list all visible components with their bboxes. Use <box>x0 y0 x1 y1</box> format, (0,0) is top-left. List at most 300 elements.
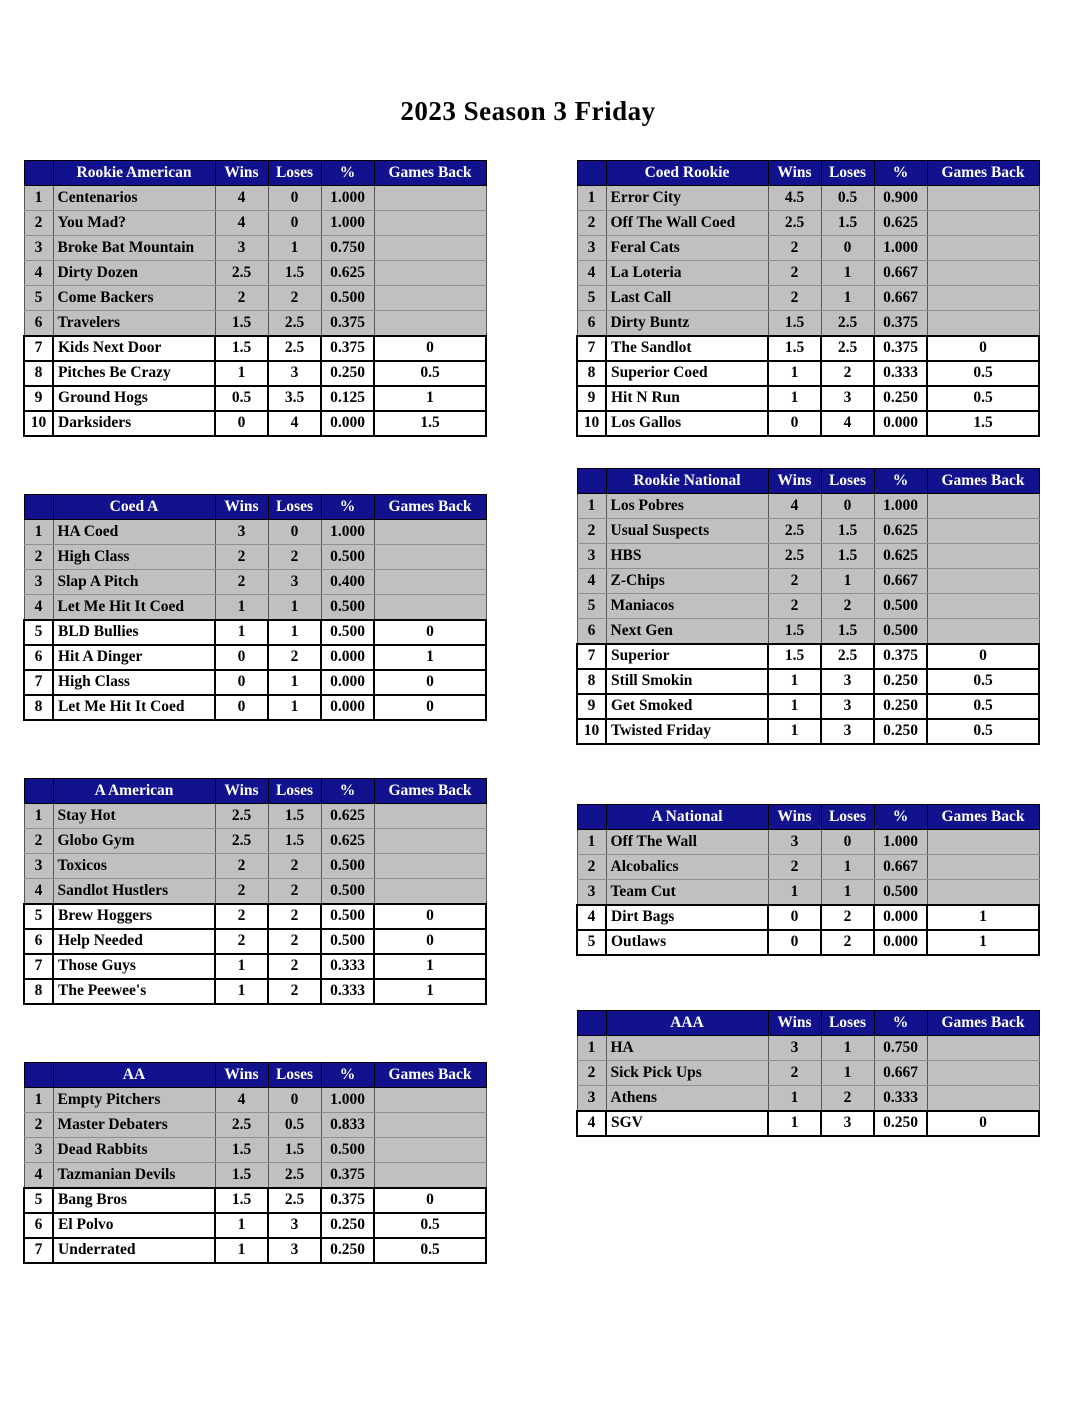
col-header-loses: Loses <box>821 161 874 186</box>
table-region-aaa <box>576 1010 1038 1137</box>
rank-cell: 1 <box>577 830 606 855</box>
loses-cell: 2 <box>268 904 321 929</box>
standings-table-a-national <box>576 804 1040 956</box>
wins-cell: 2 <box>768 569 821 594</box>
rank-cell: 7 <box>577 336 606 361</box>
rank-cell: 7 <box>24 336 53 361</box>
division-title: Rookie National <box>606 469 768 494</box>
loses-cell: 2 <box>268 929 321 954</box>
pct-cell: 0.250 <box>874 669 927 694</box>
pct-cell: 0.333 <box>874 361 927 386</box>
loses-cell: 2 <box>268 545 321 570</box>
rank-cell: 6 <box>24 311 53 336</box>
games-back-cell <box>927 619 1039 644</box>
loses-cell: 2.5 <box>821 644 874 669</box>
corner-cell <box>577 1011 606 1036</box>
rank-cell: 3 <box>577 880 606 905</box>
pct-cell: 0.000 <box>874 905 927 930</box>
team-cell: High Class <box>53 670 215 695</box>
team-cell: Error City <box>606 186 768 211</box>
table-region-rookie-national <box>576 468 1038 745</box>
standings-table-coed-a <box>23 494 487 721</box>
pct-cell: 0.333 <box>321 954 374 979</box>
wins-cell: 1 <box>215 361 268 386</box>
rank-cell: 6 <box>24 929 53 954</box>
wins-cell: 2 <box>215 854 268 879</box>
loses-cell: 2 <box>268 979 321 1004</box>
team-cell: Team Cut <box>606 880 768 905</box>
pct-cell: 0.375 <box>874 336 927 361</box>
wins-cell: 0 <box>768 411 821 436</box>
team-cell: Bang Bros <box>53 1188 215 1213</box>
loses-cell: 2.5 <box>821 311 874 336</box>
loses-cell: 3 <box>268 1238 321 1263</box>
rank-cell: 5 <box>24 620 53 645</box>
wins-cell: 1 <box>768 880 821 905</box>
loses-cell: 2 <box>821 594 874 619</box>
rank-cell: 5 <box>24 904 53 929</box>
games-back-cell <box>927 261 1039 286</box>
wins-cell: 0 <box>768 930 821 955</box>
team-row <box>24 545 486 570</box>
wins-cell: 2.5 <box>768 544 821 569</box>
wins-cell: 2 <box>768 236 821 261</box>
division-title: A American <box>53 779 215 804</box>
games-back-cell: 0 <box>927 336 1039 361</box>
team-cell: Tazmanian Devils <box>53 1163 215 1188</box>
col-header-games-back: Games Back <box>374 779 486 804</box>
division-title: A National <box>606 805 768 830</box>
pct-cell: 0.667 <box>874 569 927 594</box>
rank-cell: 2 <box>24 1113 53 1138</box>
pct-cell: 0.667 <box>874 261 927 286</box>
loses-cell: 2.5 <box>268 1163 321 1188</box>
team-row <box>24 570 486 595</box>
pct-cell: 0.000 <box>321 411 374 436</box>
games-back-cell <box>374 520 486 545</box>
rank-cell: 7 <box>24 1238 53 1263</box>
team-cell: Dirty Buntz <box>606 311 768 336</box>
wins-cell: 4 <box>215 1088 268 1113</box>
team-cell: Master Debaters <box>53 1113 215 1138</box>
team-row <box>577 644 1039 669</box>
rank-cell: 4 <box>577 1111 606 1136</box>
games-back-cell: 0 <box>927 1111 1039 1136</box>
team-row <box>24 236 486 261</box>
loses-cell: 2 <box>268 879 321 904</box>
wins-cell: 1 <box>768 1086 821 1111</box>
team-cell: Off The Wall Coed <box>606 211 768 236</box>
wins-cell: 4 <box>768 494 821 519</box>
pct-cell: 0.750 <box>874 1036 927 1061</box>
wins-cell: 1 <box>215 979 268 1004</box>
team-cell: Maniacos <box>606 594 768 619</box>
header-row <box>577 805 1039 830</box>
games-back-cell <box>374 1163 486 1188</box>
rank-cell: 2 <box>577 211 606 236</box>
rank-cell: 3 <box>577 236 606 261</box>
loses-cell: 2 <box>268 954 321 979</box>
games-back-cell <box>927 830 1039 855</box>
pct-cell: 0.000 <box>321 670 374 695</box>
rank-cell: 2 <box>24 211 53 236</box>
pct-cell: 0.250 <box>321 1213 374 1238</box>
pct-cell: 0.625 <box>874 519 927 544</box>
wins-cell: 3 <box>768 830 821 855</box>
rank-cell: 5 <box>577 594 606 619</box>
pct-cell: 0.250 <box>874 719 927 744</box>
loses-cell: 2 <box>821 905 874 930</box>
rank-cell: 3 <box>577 1086 606 1111</box>
corner-cell <box>24 161 53 186</box>
rank-cell: 9 <box>577 386 606 411</box>
team-cell: Z-Chips <box>606 569 768 594</box>
team-cell: Superior Coed <box>606 361 768 386</box>
team-row <box>577 519 1039 544</box>
loses-cell: 0 <box>821 494 874 519</box>
team-row <box>577 211 1039 236</box>
col-header-wins: Wins <box>768 805 821 830</box>
header-row <box>24 779 486 804</box>
rank-cell: 1 <box>577 494 606 519</box>
games-back-cell <box>374 236 486 261</box>
col-header-loses: Loses <box>268 495 321 520</box>
team-row <box>24 670 486 695</box>
team-row <box>24 1113 486 1138</box>
games-back-cell: 0.5 <box>927 694 1039 719</box>
division-title: Rookie American <box>53 161 215 186</box>
team-cell: Come Backers <box>53 286 215 311</box>
loses-cell: 1 <box>821 855 874 880</box>
wins-cell: 1.5 <box>215 336 268 361</box>
loses-cell: 1 <box>821 880 874 905</box>
pct-cell: 0.375 <box>874 311 927 336</box>
loses-cell: 1 <box>821 286 874 311</box>
loses-cell: 0 <box>268 211 321 236</box>
team-cell: You Mad? <box>53 211 215 236</box>
team-cell: Globo Gym <box>53 829 215 854</box>
games-back-cell <box>374 804 486 829</box>
rank-cell: 2 <box>577 519 606 544</box>
rank-cell: 5 <box>24 286 53 311</box>
wins-cell: 1.5 <box>215 1138 268 1163</box>
division-title: Coed A <box>53 495 215 520</box>
team-cell: Ground Hogs <box>53 386 215 411</box>
col-header-pct: % <box>874 805 927 830</box>
wins-cell: 1 <box>768 386 821 411</box>
wins-cell: 2 <box>768 261 821 286</box>
team-cell: Pitches Be Crazy <box>53 361 215 386</box>
games-back-cell: 0.5 <box>374 1238 486 1263</box>
col-header-pct: % <box>321 161 374 186</box>
wins-cell: 2 <box>215 879 268 904</box>
wins-cell: 1 <box>215 1238 268 1263</box>
team-row <box>577 1111 1039 1136</box>
games-back-cell <box>374 1113 486 1138</box>
team-cell: Dead Rabbits <box>53 1138 215 1163</box>
team-row <box>577 930 1039 955</box>
loses-cell: 1.5 <box>268 804 321 829</box>
team-row <box>577 311 1039 336</box>
team-cell: Still Smokin <box>606 669 768 694</box>
team-row <box>24 1238 486 1263</box>
pct-cell: 0.625 <box>321 804 374 829</box>
wins-cell: 2 <box>768 594 821 619</box>
games-back-cell <box>927 1061 1039 1086</box>
games-back-cell <box>374 1088 486 1113</box>
rank-cell: 1 <box>577 1036 606 1061</box>
team-row <box>577 569 1039 594</box>
pct-cell: 0.833 <box>321 1113 374 1138</box>
wins-cell: 2 <box>215 929 268 954</box>
team-cell: Los Pobres <box>606 494 768 519</box>
col-header-wins: Wins <box>215 779 268 804</box>
rank-cell: 3 <box>577 544 606 569</box>
team-cell: Slap A Pitch <box>53 570 215 595</box>
corner-cell <box>24 779 53 804</box>
team-cell: Underrated <box>53 1238 215 1263</box>
wins-cell: 1.5 <box>768 336 821 361</box>
wins-cell: 3 <box>215 236 268 261</box>
pct-cell: 0.250 <box>874 386 927 411</box>
rank-cell: 1 <box>24 1088 53 1113</box>
loses-cell: 2 <box>268 854 321 879</box>
games-back-cell <box>927 594 1039 619</box>
standings-table-rookie-american <box>23 160 487 437</box>
loses-cell: 1 <box>821 569 874 594</box>
team-cell: Off The Wall <box>606 830 768 855</box>
team-cell: Empty Pitchers <box>53 1088 215 1113</box>
games-back-cell <box>374 186 486 211</box>
rank-cell: 4 <box>24 1163 53 1188</box>
team-row <box>24 286 486 311</box>
team-cell: High Class <box>53 545 215 570</box>
pct-cell: 0.625 <box>874 544 927 569</box>
loses-cell: 0.5 <box>821 186 874 211</box>
team-cell: Hit N Run <box>606 386 768 411</box>
loses-cell: 2 <box>821 1086 874 1111</box>
loses-cell: 2.5 <box>268 311 321 336</box>
team-cell: Help Needed <box>53 929 215 954</box>
rank-cell: 3 <box>24 854 53 879</box>
wins-cell: 3 <box>768 1036 821 1061</box>
loses-cell: 2 <box>821 930 874 955</box>
header-row <box>24 1063 486 1088</box>
team-cell: Next Gen <box>606 619 768 644</box>
rank-cell: 4 <box>577 905 606 930</box>
team-row <box>577 1061 1039 1086</box>
table-region-coed-a <box>23 494 485 721</box>
rank-cell: 8 <box>577 669 606 694</box>
rank-cell: 1 <box>577 186 606 211</box>
rank-cell: 1 <box>24 520 53 545</box>
team-row <box>24 645 486 670</box>
division-title: Coed Rookie <box>606 161 768 186</box>
loses-cell: 3 <box>821 719 874 744</box>
wins-cell: 2 <box>768 1061 821 1086</box>
rank-cell: 3 <box>24 236 53 261</box>
games-back-cell: 0.5 <box>927 719 1039 744</box>
rank-cell: 10 <box>577 411 606 436</box>
rank-cell: 7 <box>24 670 53 695</box>
pct-cell: 0.375 <box>321 1188 374 1213</box>
rank-cell: 4 <box>24 595 53 620</box>
rank-cell: 5 <box>577 930 606 955</box>
games-back-cell <box>374 879 486 904</box>
col-header-pct: % <box>874 161 927 186</box>
loses-cell: 1 <box>821 261 874 286</box>
loses-cell: 2 <box>268 286 321 311</box>
col-header-loses: Loses <box>268 779 321 804</box>
wins-cell: 1.5 <box>768 619 821 644</box>
rank-cell: 8 <box>24 979 53 1004</box>
team-cell: Darksiders <box>53 411 215 436</box>
wins-cell: 1.5 <box>215 311 268 336</box>
pct-cell: 0.000 <box>874 930 927 955</box>
games-back-cell <box>927 311 1039 336</box>
rank-cell: 4 <box>24 879 53 904</box>
wins-cell: 0 <box>215 411 268 436</box>
wins-cell: 3 <box>215 520 268 545</box>
games-back-cell: 1 <box>374 645 486 670</box>
loses-cell: 4 <box>268 411 321 436</box>
wins-cell: 0 <box>215 670 268 695</box>
table-region-aa <box>23 1062 485 1264</box>
team-row <box>577 619 1039 644</box>
loses-cell: 3 <box>268 361 321 386</box>
games-back-cell <box>374 595 486 620</box>
wins-cell: 2 <box>768 286 821 311</box>
pct-cell: 0.500 <box>321 854 374 879</box>
team-row <box>24 804 486 829</box>
team-row <box>577 336 1039 361</box>
col-header-pct: % <box>321 495 374 520</box>
games-back-cell: 1 <box>927 930 1039 955</box>
standings-table-coed-rookie <box>576 160 1040 437</box>
team-cell: Get Smoked <box>606 694 768 719</box>
pct-cell: 0.667 <box>874 855 927 880</box>
team-row <box>577 719 1039 744</box>
team-cell: Last Call <box>606 286 768 311</box>
loses-cell: 1.5 <box>821 619 874 644</box>
pct-cell: 0.125 <box>321 386 374 411</box>
col-header-games-back: Games Back <box>374 1063 486 1088</box>
rank-cell: 7 <box>577 644 606 669</box>
team-row <box>24 879 486 904</box>
rank-cell: 10 <box>577 719 606 744</box>
team-cell: Hit A Dinger <box>53 645 215 670</box>
games-back-cell <box>927 569 1039 594</box>
col-header-loses: Loses <box>821 469 874 494</box>
games-back-cell: 0 <box>374 620 486 645</box>
wins-cell: 2 <box>215 286 268 311</box>
team-cell: La Loteria <box>606 261 768 286</box>
header-row <box>24 495 486 520</box>
games-back-cell <box>374 854 486 879</box>
pct-cell: 0.500 <box>321 595 374 620</box>
wins-cell: 1.5 <box>768 311 821 336</box>
wins-cell: 2.5 <box>768 519 821 544</box>
rank-cell: 8 <box>577 361 606 386</box>
loses-cell: 1.5 <box>268 829 321 854</box>
team-cell: The Peewee's <box>53 979 215 1004</box>
games-back-cell: 0.5 <box>374 361 486 386</box>
games-back-cell <box>374 829 486 854</box>
wins-cell: 1 <box>768 1111 821 1136</box>
wins-cell: 1 <box>215 595 268 620</box>
wins-cell: 1.5 <box>768 644 821 669</box>
games-back-cell: 1 <box>374 386 486 411</box>
games-back-cell: 0 <box>927 644 1039 669</box>
team-row <box>24 929 486 954</box>
loses-cell: 4 <box>821 411 874 436</box>
wins-cell: 1 <box>215 620 268 645</box>
loses-cell: 3 <box>268 570 321 595</box>
team-row <box>24 411 486 436</box>
rank-cell: 2 <box>24 829 53 854</box>
team-row <box>577 594 1039 619</box>
team-cell: Los Gallos <box>606 411 768 436</box>
games-back-cell <box>374 286 486 311</box>
games-back-cell: 0.5 <box>927 669 1039 694</box>
games-back-cell <box>927 1086 1039 1111</box>
wins-cell: 0.5 <box>215 386 268 411</box>
games-back-cell <box>374 570 486 595</box>
team-cell: Broke Bat Mountain <box>53 236 215 261</box>
col-header-loses: Loses <box>821 805 874 830</box>
team-cell: HA Coed <box>53 520 215 545</box>
loses-cell: 3 <box>821 386 874 411</box>
col-header-loses: Loses <box>821 1011 874 1036</box>
wins-cell: 2 <box>768 855 821 880</box>
pct-cell: 0.375 <box>321 1163 374 1188</box>
rank-cell: 8 <box>24 361 53 386</box>
loses-cell: 1 <box>821 1036 874 1061</box>
loses-cell: 0 <box>268 186 321 211</box>
pct-cell: 0.000 <box>321 695 374 720</box>
team-cell: Those Guys <box>53 954 215 979</box>
team-cell: Dirt Bags <box>606 905 768 930</box>
rank-cell: 6 <box>577 311 606 336</box>
loses-cell: 1.5 <box>821 211 874 236</box>
games-back-cell: 1 <box>374 979 486 1004</box>
team-cell: Dirty Dozen <box>53 261 215 286</box>
pct-cell: 0.250 <box>321 1238 374 1263</box>
games-back-cell: 1.5 <box>927 411 1039 436</box>
rank-cell: 10 <box>24 411 53 436</box>
team-cell: Usual Suspects <box>606 519 768 544</box>
col-header-wins: Wins <box>768 161 821 186</box>
rank-cell: 2 <box>577 855 606 880</box>
team-row <box>24 595 486 620</box>
header-row <box>577 1011 1039 1036</box>
pct-cell: 1.000 <box>321 211 374 236</box>
loses-cell: 3 <box>821 1111 874 1136</box>
pct-cell: 1.000 <box>321 1088 374 1113</box>
loses-cell: 0 <box>821 236 874 261</box>
team-row <box>577 361 1039 386</box>
wins-cell: 1 <box>768 719 821 744</box>
header-row <box>577 469 1039 494</box>
team-row <box>24 695 486 720</box>
team-row <box>24 904 486 929</box>
pct-cell: 0.500 <box>321 929 374 954</box>
standings-table-rookie-national <box>576 468 1040 745</box>
team-row <box>24 311 486 336</box>
loses-cell: 1.5 <box>268 1138 321 1163</box>
wins-cell: 0 <box>768 905 821 930</box>
games-back-cell <box>374 311 486 336</box>
